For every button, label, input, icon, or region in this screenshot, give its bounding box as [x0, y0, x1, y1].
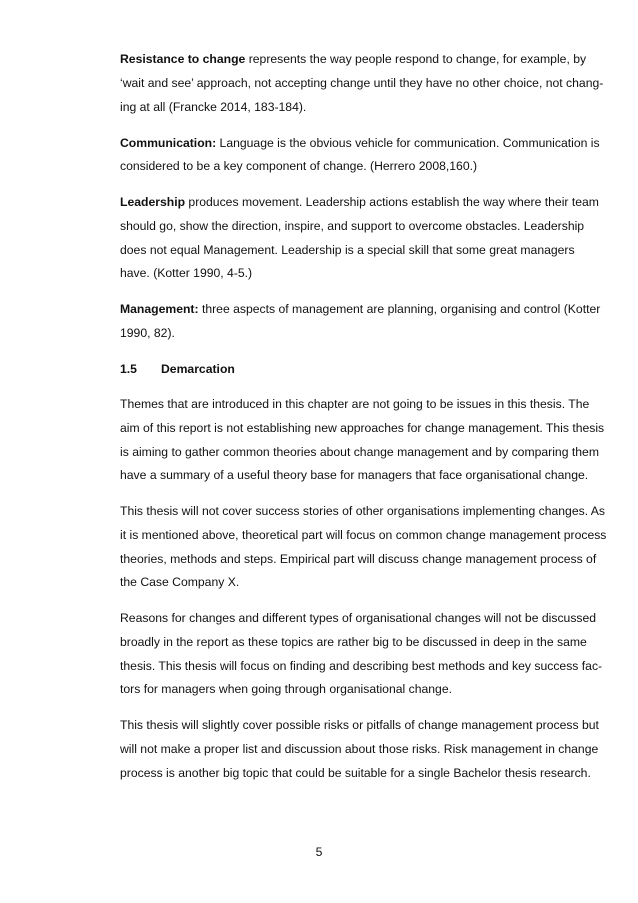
leadership-line-4: have. (Kotter 1990, 4-5.): [120, 266, 253, 280]
leadership-term: Leadership: [120, 195, 186, 209]
leadership-line-1: Leadership produces movement. Leadership actions establish the way where their team: [120, 195, 599, 209]
management-term: Management:: [120, 302, 199, 316]
resistance-line-2: ‘wait and see’ approach, not accepting change until they have no other choice, not chang-: [120, 76, 604, 90]
paragraph-2-line-3: theories, methods and steps. Empirical part will discuss change management process of: [120, 552, 597, 566]
paragraph-2-line-2: it is mentioned above, theoretical part will focus on common change management process: [120, 528, 607, 542]
paragraph-4-line-2: will not make a proper list and discussion about those risks. Risk management in change: [120, 742, 599, 756]
paragraph-4-line-3: process is another big topic that could be suitable for a single Bachelor thesis research.: [120, 766, 591, 780]
leadership-line-2: should go, show the direction, inspire, and support to overcome obstacles. Leadership: [120, 219, 585, 233]
paragraph-2-line-4: the Case Company X.: [120, 575, 240, 589]
section-title: Demarcation: [161, 362, 235, 376]
paragraph-1-line-3: is aiming to gather common theories about change management and by comparing them: [120, 445, 599, 459]
paragraph-3-line-2: broadly in the report as these topics are rather big to be discussed in deep in the same: [120, 635, 587, 649]
paragraph-3-line-3: thesis. This thesis will focus on finding and describing best methods and key success fac-: [120, 659, 603, 673]
resistance-line-1: Resistance to change represents the way people respond to change, for example, by: [120, 52, 587, 66]
section-number: 1.5: [120, 362, 137, 376]
resistance-term: Resistance to change: [120, 52, 246, 66]
paragraph-2-line-1: This thesis will not cover success stories of other organisations implementing changes. As: [120, 504, 606, 518]
communication-line-2: considered to be a key component of change. (Herrero 2008,160.): [120, 159, 478, 173]
paragraph-3-line-4: tors for managers when going through organisational change.: [120, 682, 452, 696]
paragraph-3-line-1: Reasons for changes and different types of organisational changes will not be discussed: [120, 611, 597, 625]
paragraph-1-line-1: Themes that are introduced in this chapter are not going to be issues in this thesis. The: [120, 397, 590, 411]
page-number: 5: [315, 845, 323, 859]
paragraph-1-line-4: have a summary of a useful theory base for managers that face organisational change.: [120, 468, 589, 482]
management-line-1: Management: three aspects of management are planning, organising and control (Kotter: [120, 302, 601, 316]
paragraph-4-line-1: This thesis will slightly cover possible risks or pitfalls of change management process but: [120, 718, 599, 732]
paragraph-1-line-2: aim of this report is not establishing new approaches for change management. This thesis: [120, 421, 605, 435]
leadership-line-3: does not equal Management. Leadership is a special skill that some great managers: [120, 243, 575, 257]
communication-line-1: Communication: Language is the obvious vehicle for communication. Communication is: [120, 136, 600, 150]
communication-term: Communication:: [120, 136, 217, 150]
resistance-line-3: ing at all (Francke 2014, 183-184).: [120, 100, 307, 114]
management-line-2: 1990, 82).: [120, 326, 175, 340]
